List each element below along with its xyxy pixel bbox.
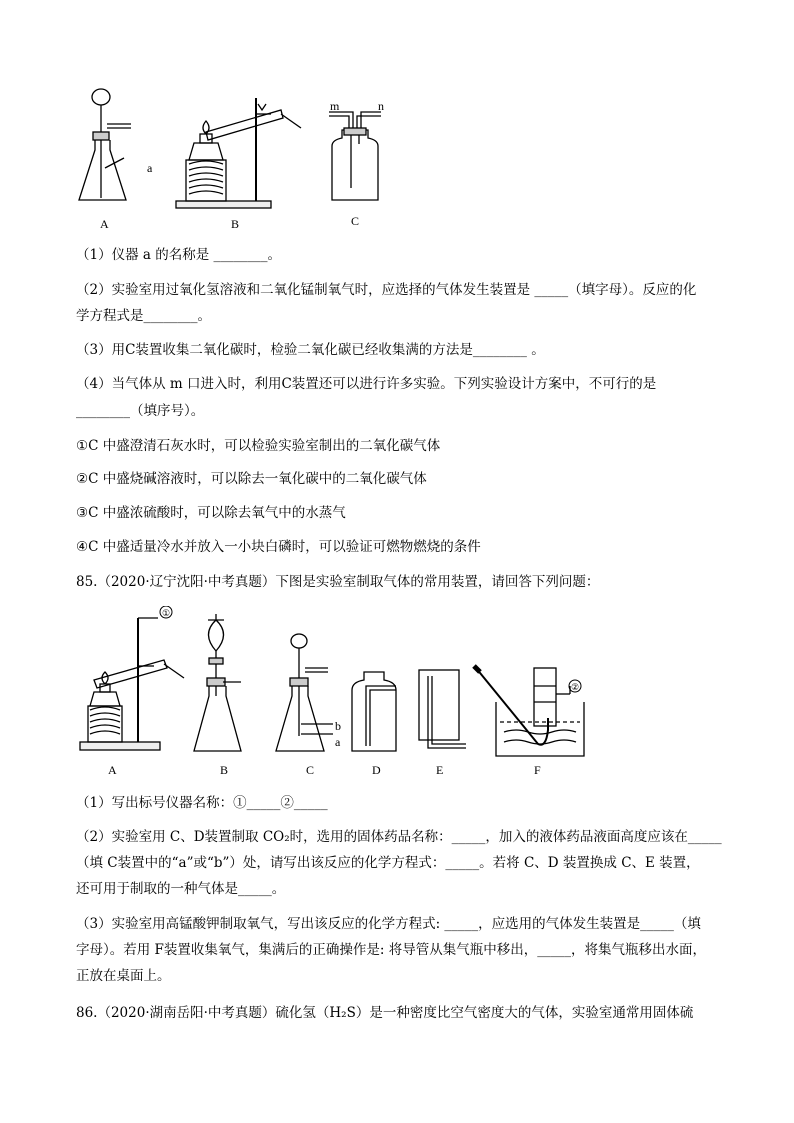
q85-part1: （1）写出标号仪器名称：①_____②_____ — [76, 795, 328, 811]
q84-option-3: ③C 中盛浓硫酸时，可以除去氧气中的水蒸气 — [76, 505, 346, 521]
caption-b: B — [220, 763, 229, 777]
caption-a: A — [100, 217, 109, 231]
apparatus-f-water-trough — [474, 666, 584, 756]
label-n: n — [378, 99, 384, 113]
label-a: a — [335, 735, 341, 749]
caption-a: A — [108, 763, 117, 777]
label-circle-1: ① — [162, 608, 171, 618]
q84-part3: （3）用C装置收集二氧化碳时，检验二氧化碳已经收集满的方法是________ 。 — [76, 342, 545, 358]
q85-part3-line2: 字母）。若用 F装置收集氧气，集满后的正确操作是: 将导管从集气瓶中移出，_____，将集气瓶移出水面， — [76, 942, 706, 958]
caption-e: E — [436, 763, 444, 777]
q84-option-4: ④C 中盛适量冷水并放入一小块白磷时，可以验证可燃物燃烧的条件 — [76, 539, 481, 555]
q84-part4-line2: ________（填序号）。 — [76, 403, 205, 419]
q85-part2-line3: 还可用于制取的一种气体是_____。 — [76, 881, 286, 897]
caption-c: C — [306, 763, 315, 777]
apparatus-a-heating-setup — [80, 618, 184, 750]
caption-b: B — [231, 217, 240, 231]
apparatus-b-heating-setup — [176, 98, 301, 208]
q84-part2-line1: （2）实验室用过氧化氢溶液和二氧化锰制氧气时，应选择的气体发生装置是 _____（填字母）。反应的化 — [76, 282, 697, 298]
label-circle-2: ② — [571, 682, 580, 692]
q84-option-1: ①C 中盛澄清石灰水时，可以检验实验室制出的二氧化碳气体 — [76, 438, 441, 454]
caption-d: D — [372, 763, 381, 777]
q85-part3-line3: 正放在桌面上。 — [76, 968, 171, 984]
q84-part2-line2: 学方程式是________。 — [76, 308, 211, 324]
apparatus-c-conical-flask — [276, 634, 333, 751]
q85-part2-line1: （2）实验室用 C、D装置制取 CO₂时，选用的固体药品名称：_____，加入的液体药品液面高度应该在_____ — [76, 829, 722, 845]
apparatus-e-downward-bottle — [419, 670, 466, 748]
q84-part1: （1）仪器 a 的名称是 ________。 — [76, 247, 282, 263]
q85-part3-line1: （3）实验室用高锰酸钾制取氧气，写出该反应的化学方程式: _____，应选用的气体发生装置是_____（填 — [76, 916, 701, 932]
q86-line1: 86.（2020·湖南岳阳·中考真题）硫化氢（H₂S）是一种密度比空气密度大的气体，实验室通常用固体硫 — [76, 1005, 694, 1021]
label-m: m — [330, 99, 340, 113]
apparatus-a-conical-flask — [79, 89, 131, 200]
apparatus-b-separatory-funnel — [194, 614, 241, 751]
caption-f: F — [534, 763, 541, 777]
q85-title: 85.（2020·辽宁沈阳·中考真题）下图是实验室制取气体的常用装置，请回答下列问题： — [76, 574, 600, 590]
label-b: b — [335, 719, 341, 733]
figure-1-apparatus — [76, 88, 396, 233]
figure-2-apparatus — [76, 606, 596, 781]
apparatus-d-collecting-bottle — [352, 672, 396, 751]
caption-c: C — [351, 214, 360, 228]
q84-part4-line1: （4）当气体从 m 口进入时，利用C装置还可以进行许多实验。下列实验设计方案中，不可行的是 — [76, 376, 657, 392]
label-a: a — [147, 161, 153, 175]
q84-option-2: ②C 中盛烧碱溶液时，可以除去一氧化碳中的二氧化碳气体 — [76, 471, 427, 487]
apparatus-c-gas-bottle — [329, 112, 381, 200]
q85-part2-line2: （填 C装置中的“a”或“b”）处，请写出该反应的化学方程式：_____。若将 C、D 装置换成 C、E 装置， — [76, 855, 700, 871]
